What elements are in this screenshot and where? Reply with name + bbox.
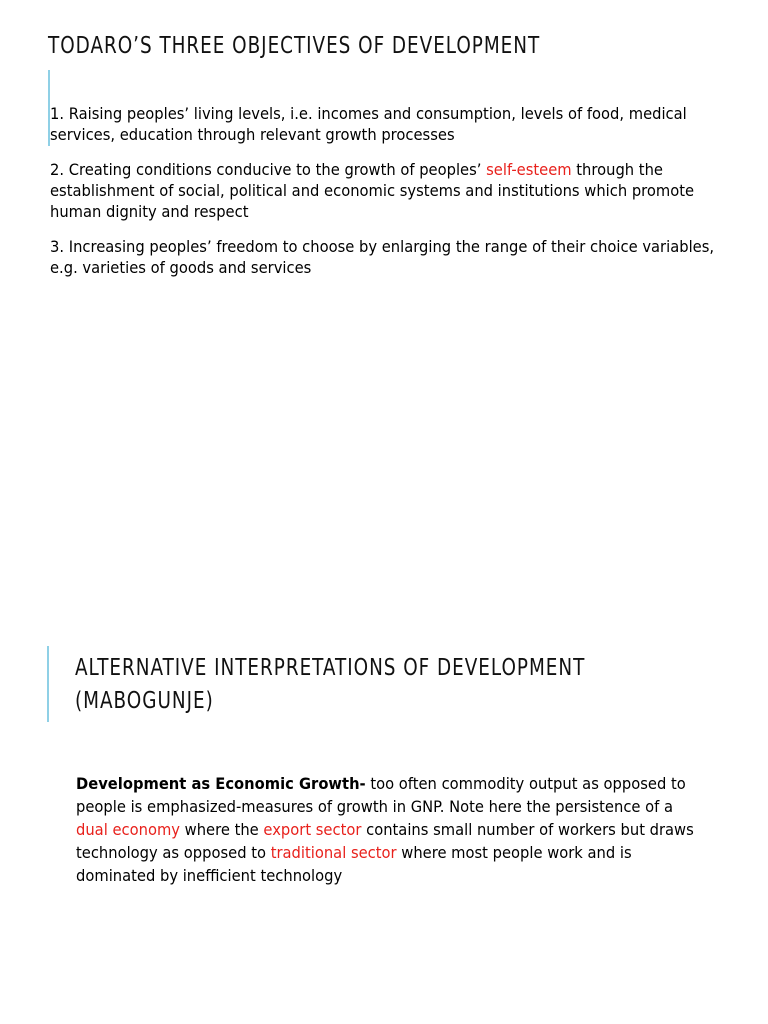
slide-title — [75, 652, 585, 718]
highlight-export-sector: export sector — [263, 820, 362, 839]
objectives-list — [50, 103, 722, 292]
definition-text: where most people work and is dominated by inefficient technology — [76, 843, 632, 885]
objective-1: 1. Raising peoples’ living levels, i.e. incomes and consumption, levels of food, medical services, education through relevant growth processes — [50, 104, 687, 144]
definition-text: contains small number of workers but draws technology as opposed to — [76, 820, 694, 862]
objective-2-text-cont: through the establishment of social, political and economic systems and institutions which promote human dignity and respect — [50, 160, 695, 221]
definition-text: where the — [180, 820, 264, 839]
slide-mabogunje — [0, 512, 768, 1024]
objective-3: 3. Increasing peoples’ freedom to choose by enlarging the range of their choice variables, e.g. varieties of goods and services — [50, 237, 715, 277]
objective-2-text: 2. Creating conditions conducive to the growth of peoples’ — [50, 160, 487, 179]
accent-bar — [47, 646, 49, 722]
slide-title-line-1: ALTERNATIVE INTERPRETATIONS OF DEVELOPMENT — [75, 655, 586, 681]
slide-title-line-2: (MABOGUNJE) — [75, 688, 214, 714]
highlight-traditional-sector: traditional sector — [270, 843, 397, 862]
definition-text: too often commodity output as opposed to people is emphasized-measures of growth in GNP. Note here the persistence of a — [76, 774, 686, 816]
objective-2 — [50, 159, 722, 222]
definition-term: Development as Economic Growth- — [76, 774, 366, 793]
definition-paragraph — [76, 772, 702, 887]
highlight-dual-economy: dual economy — [76, 820, 181, 839]
highlight-self-esteem: self-esteem — [486, 160, 572, 179]
slide-title: TODARO’S THREE OBJECTIVES OF DEVELOPMENT — [48, 33, 541, 59]
